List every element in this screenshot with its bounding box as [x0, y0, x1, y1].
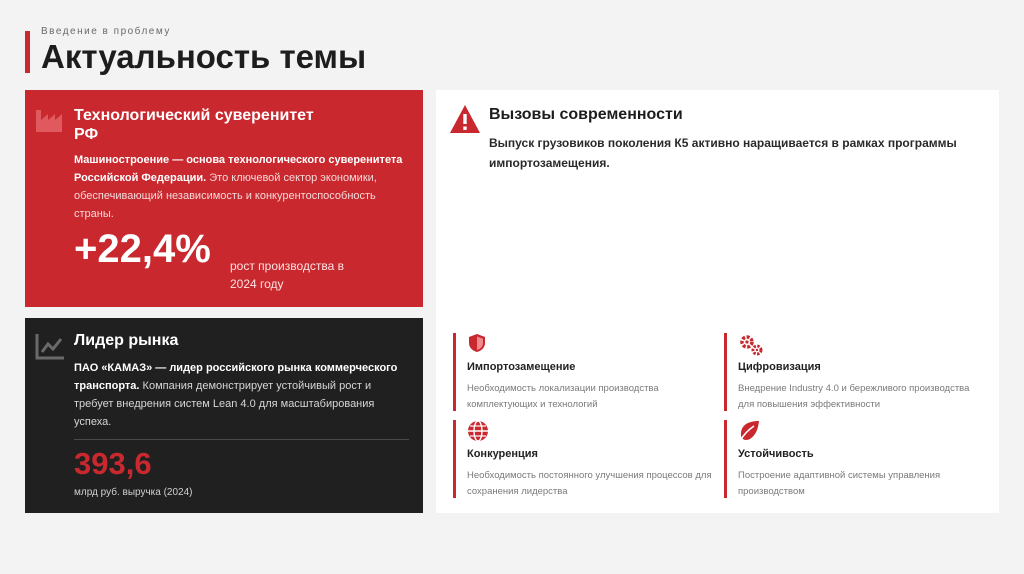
sovereignty-card: [25, 90, 423, 307]
sovereignty-heading: Технологический суверенитет РФ: [74, 107, 314, 143]
chart-line-icon: [34, 331, 66, 366]
sovereignty-body-rest: Это ключевой сектор экономики, обеспечивающий независимость и конкурентоспособность страны.: [74, 172, 377, 220]
feature-desc: Построение адаптивной системы управления производством: [738, 470, 941, 497]
feature-sustainability: [724, 420, 979, 498]
warning-icon: [449, 104, 481, 139]
production-growth-caption: рост производства в 2024 году: [230, 259, 344, 291]
globe-icon: [467, 420, 489, 447]
market-leader-body-rest: Компания демонстрирует устойчивый рост и требует внедрения систем Lean 4.0 для масштабирования успеха.: [74, 380, 375, 428]
gears-icon: [738, 333, 764, 362]
challenges-body: Выпуск грузовиков поколения К5 активно наращивается в рамках программы импортозамещения.: [489, 136, 957, 170]
production-growth-value: +22,4%: [74, 227, 211, 271]
feature-competition: [453, 420, 712, 498]
challenges-card: [436, 90, 999, 513]
market-leader-card: [25, 318, 423, 513]
page-title: Актуальность темы: [41, 38, 367, 75]
market-leader-body: [74, 359, 404, 431]
divider: [74, 439, 409, 440]
feature-import-substitution: [453, 333, 708, 411]
sovereignty-body-bold: Машиностроение — основа технологического суверенитета Российской Федерации.: [74, 154, 403, 184]
feature-desc: Необходимость локализации производства комплектующих и технологий: [467, 383, 659, 410]
feature-title: Цифровизация: [738, 361, 821, 373]
feature-desc: Необходимость постоянного улучшения процессов для сохранения лидерства: [467, 470, 712, 497]
challenges-heading: Вызовы современности: [489, 106, 683, 123]
revenue-caption: млрд руб. выручка (2024): [74, 487, 193, 498]
leaf-icon: [738, 420, 760, 447]
shield-icon: [467, 333, 487, 358]
feature-title: Конкуренция: [467, 448, 538, 460]
feature-title: Устойчивость: [738, 448, 814, 460]
section-eyebrow: Введение в проблему: [41, 26, 171, 37]
market-leader-heading: Лидер рынка: [74, 332, 179, 349]
revenue-value: 393,6: [74, 446, 152, 481]
feature-title: Импортозамещение: [467, 361, 576, 373]
market-leader-body-bold: ПАО «КАМАЗ» — лидер российского рынка коммерческого транспорта.: [74, 362, 398, 392]
sovereignty-body: [74, 151, 404, 223]
factory-icon: [34, 104, 66, 139]
feature-desc: Внедрение Industry 4.0 и бережливого производства для повышения эффективности: [738, 383, 970, 410]
title-accent-bar: [25, 31, 30, 73]
feature-digitalization: [724, 333, 979, 411]
